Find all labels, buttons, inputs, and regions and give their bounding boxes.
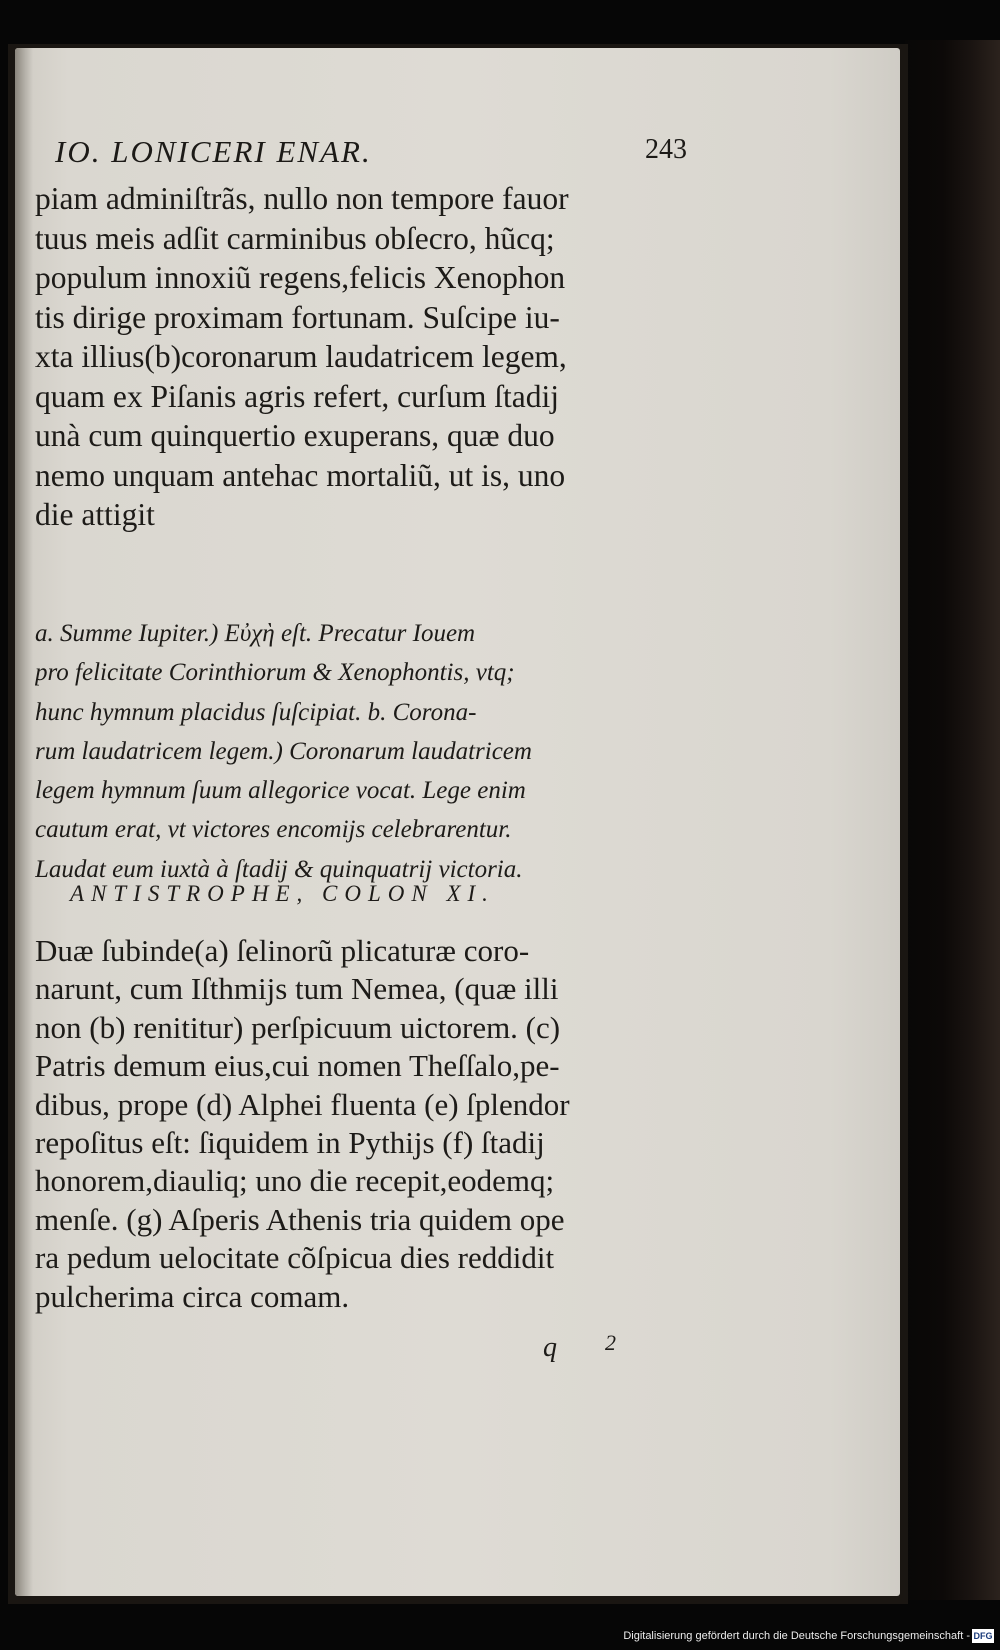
main-text-paragraph — [35, 932, 685, 1316]
catchword: q — [543, 1332, 557, 1363]
signature-mark: 2 — [605, 1330, 616, 1355]
text-line: dibus, prope (d) Alphei fluenta (e) ſplendor — [35, 1086, 570, 1122]
note-line: rum laudatricem legem.) Coronarum laudatricem — [35, 737, 532, 765]
page-number: 243 — [645, 134, 687, 165]
text-line: non (b) renititur) perſpicuum uictorem. (c) — [35, 1009, 561, 1045]
section-heading: ANTISTROPHE, COLON XI. — [70, 881, 495, 906]
text-line: honorem,diauliq; uno die recepit,eodemq; — [35, 1163, 555, 1199]
main-text-paragraph — [35, 179, 685, 535]
text-line: tis dirige proximam fortunam. Suſcipe iu- — [35, 299, 560, 335]
text-line: pulcherima circa comam. — [35, 1278, 350, 1314]
text-line: menſe. (g) Aſperis Athenis tria quidem ope — [35, 1201, 565, 1237]
text-line: tuus meis adſit carminibus obſecro, hũcq; — [35, 220, 555, 256]
note-line: hunc hymnum placidus ſuſcipiat. b. Corona- — [35, 698, 477, 726]
text-line: quam ex Piſanis agris refert, curſum ſtadij — [35, 378, 559, 414]
running-head — [55, 134, 685, 170]
running-head-title: IO. LONICERI ENAR. — [55, 134, 372, 169]
text-line: ra pedum uelocitate cõſpicua dies reddidit — [35, 1240, 555, 1276]
note-line: Laudat eum iuxtà à ſtadij & quinquatrij victoria. — [35, 855, 523, 883]
adjacent-page-edge — [905, 40, 1000, 1600]
text-line: nemo unquam antehac mortaliũ, ut is, uno — [35, 457, 566, 493]
page-gutter — [15, 48, 33, 1596]
text-line: repoſitus eſt: ſiquidem in Pythijs (f) ſtadij — [35, 1125, 545, 1161]
text-line: narunt, cum Iſthmijs tum Nemea, (quæ illi — [35, 971, 559, 1007]
text-line: populum innoxiũ regens,felicis Xenophon — [35, 260, 566, 295]
text-line: unà cum quinquertio exuperans, quæ duo — [35, 418, 555, 453]
dfg-logo: DFG — [973, 1631, 993, 1641]
note-line: cautum erat, vt victores encomijs celebrarentur. — [35, 816, 512, 844]
note-line: a. Summe Iupiter.) Εὐχὴ eſt. Precatur Iouem — [35, 620, 476, 647]
text-line: piam adminiſtrãs, nullo non tempore fauor — [35, 181, 569, 216]
text-line: xta illius(b)coronarum laudatricem legem, — [35, 339, 567, 374]
text-line: die attigit — [35, 497, 155, 532]
commentary-notes — [35, 614, 685, 889]
text-line: Patris demum eius,cui nomen Theſſalo,pe- — [35, 1048, 560, 1084]
footer-credit: Digitalisierung gefördert durch die Deutsche Forschungsgemeinschaft - — [623, 1630, 970, 1642]
note-line: pro felicitate Corinthiorum & Xenophontis, vtq; — [35, 659, 515, 687]
text-line: Duæ ſubinde(a) ſelinorũ plicaturæ coro- — [35, 933, 530, 968]
book-page — [15, 48, 900, 1596]
note-line: legem hymnum ſuum allegorice vocat. Lege enim — [35, 777, 526, 805]
